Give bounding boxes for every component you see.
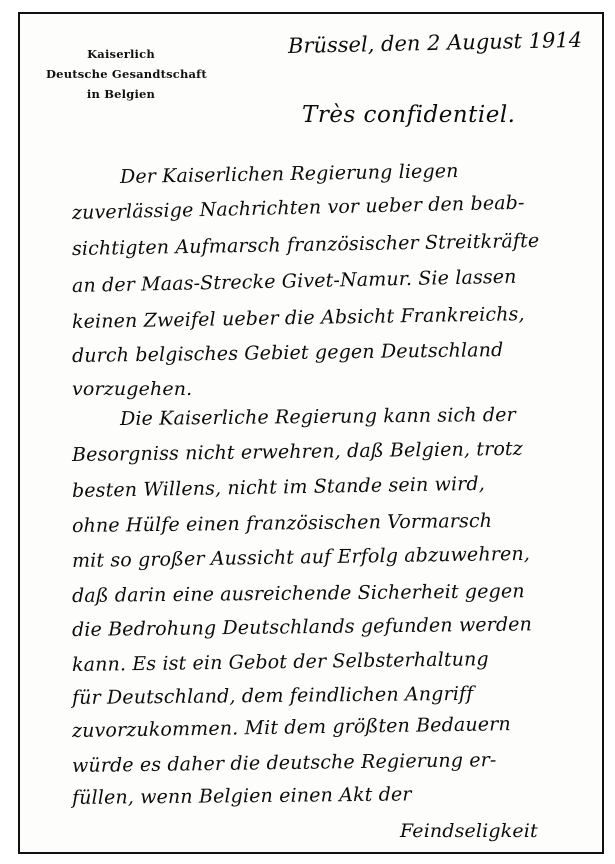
body-line: daß darin eine ausreichende Sicherheit gegen: [71, 580, 525, 607]
body-line: würde es daher die deutsche Regierung er-: [71, 749, 497, 777]
body-line: sichtigten Aufmarsch französischer Streitkräfte: [71, 229, 540, 260]
body-line: die Bedrohung Deutschlands gefunden werden: [71, 613, 533, 641]
letterhead-line-3: in Belgien: [86, 87, 156, 101]
body-line: mit so großer Aussicht auf Erfolg abzuwehren,: [71, 542, 531, 572]
letterhead-line-2: Deutsche Gesandtschaft: [46, 67, 207, 81]
body-line: Die Kaiserliche Regierung kann sich der: [119, 403, 516, 430]
body-line: kann. Es ist ein Gebot der Selbsterhaltung: [71, 648, 489, 676]
body-line: ohne Hülfe einen französischen Vormarsch: [71, 509, 493, 537]
confidential-heading: Très confidentiel.: [302, 102, 516, 128]
letter-page: [18, 12, 604, 854]
letterhead-line-1: Kaiserlich: [87, 47, 155, 61]
body-line: Feindseligkeit: [400, 820, 538, 842]
body-line: an der Maas-Strecke Givet-Namur. Sie lassen: [71, 265, 517, 297]
body-line: Besorgniss nicht erwehren, daß Belgien, trotz: [71, 437, 524, 466]
body-line: durch belgisches Gebiet gegen Deutschland: [71, 338, 504, 367]
body-line: füllen, wenn Belgien einen Akt der: [71, 783, 412, 809]
body-line: besten Willens, nicht im Stande sein wird,: [71, 472, 486, 502]
letterhead: [46, 44, 207, 104]
body-line: Der Kaiserlichen Regierung liegen: [119, 160, 459, 188]
body-line: vorzugehen.: [72, 378, 193, 400]
body-line: für Deutschland, dem feindlichen Angriff: [71, 682, 474, 709]
body-line: keinen Zweifel ueber die Absicht Frankreichs,: [71, 303, 525, 333]
body-line: zuvorzukommen. Mit dem größten Bedauern: [71, 713, 511, 742]
dateline: Brüssel, den 2 August 1914: [287, 27, 583, 58]
body-line: zuverlässige Nachrichten vor ueber den beab-: [71, 191, 525, 224]
